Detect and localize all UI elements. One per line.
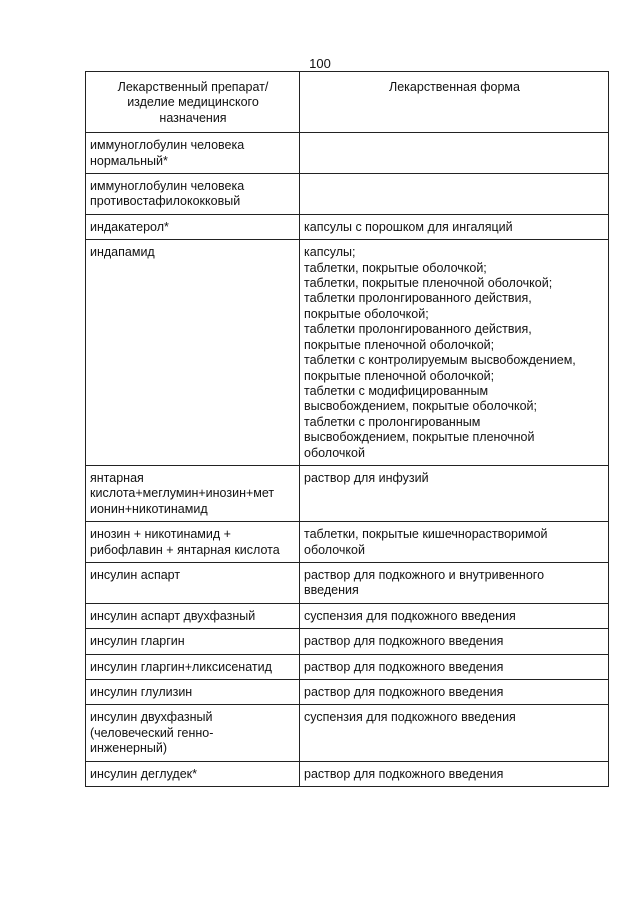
header-text-line: изделие медицинского bbox=[127, 95, 259, 110]
drug-name-cell bbox=[86, 522, 300, 563]
drug-name-cell bbox=[86, 603, 300, 628]
drug-name-cell bbox=[86, 705, 300, 761]
dosage-form-line: таблетки пролонгированного действия, bbox=[304, 322, 532, 337]
header-text-line: Лекарственная форма bbox=[389, 80, 520, 94]
drug-name-cell bbox=[86, 761, 300, 786]
dosage-form-line: таблетки с модифицированным bbox=[304, 383, 489, 398]
dosage-form-line: раствор для подкожного введения bbox=[304, 766, 504, 781]
dosage-form-line: покрытые пленочной оболочкой; bbox=[304, 368, 495, 383]
dosage-form-line: высвобождением, покрытые пленочной bbox=[304, 430, 535, 445]
dosage-form-cell bbox=[300, 680, 609, 705]
dosage-form-cell bbox=[300, 629, 609, 654]
dosage-form-line: раствор для инфузий bbox=[304, 470, 429, 485]
table-row bbox=[86, 133, 609, 174]
drug-name-line: иммуноглобулин человека bbox=[90, 179, 245, 194]
table-body bbox=[86, 133, 609, 787]
dosage-form-line: таблетки с пролонгированным bbox=[304, 414, 481, 429]
drug-name-cell bbox=[86, 133, 300, 174]
drug-name-line: кислота+меглумин+инозин+мет bbox=[90, 486, 275, 501]
drug-name-line: инсулин глулизин bbox=[90, 685, 193, 699]
dosage-form-line: покрытые пленочной оболочкой; bbox=[304, 337, 495, 352]
drug-name-line: инсулин деглудек* bbox=[90, 766, 198, 781]
dosage-form-cell bbox=[300, 174, 609, 215]
drug-name-cell bbox=[86, 562, 300, 603]
drug-name-line: иммуноглобулин человека bbox=[90, 138, 245, 153]
header-form bbox=[300, 72, 609, 133]
dosage-form-line: таблетки с контролируемым высвобождением, bbox=[304, 353, 576, 368]
dosage-form-line: таблетки, покрытые оболочкой; bbox=[304, 260, 487, 275]
table-row bbox=[86, 680, 609, 705]
dosage-form-line: суспензия для подкожного введения bbox=[304, 608, 516, 623]
drug-name-cell bbox=[86, 654, 300, 679]
table-row bbox=[86, 654, 609, 679]
page-number: 100 bbox=[309, 56, 331, 71]
table-row bbox=[86, 240, 609, 466]
dosage-form-line: оболочкой bbox=[304, 445, 365, 460]
drug-name-line: янтарная bbox=[90, 470, 144, 485]
table-row bbox=[86, 174, 609, 215]
dosage-form-cell bbox=[300, 214, 609, 239]
drug-name-line: инсулин двухфазный bbox=[90, 710, 213, 725]
drug-name-line: рибофлавин + янтарная кислота bbox=[90, 542, 280, 557]
table-row bbox=[86, 562, 609, 603]
dosage-form-line: раствор для подкожного введения bbox=[304, 685, 504, 699]
drug-table bbox=[85, 71, 609, 787]
drug-name-cell bbox=[86, 214, 300, 239]
table-row bbox=[86, 214, 609, 239]
dosage-form-line: таблетки, покрытые кишечнорастворимой bbox=[304, 527, 548, 542]
dosage-form-cell bbox=[300, 522, 609, 563]
dosage-form-cell bbox=[300, 562, 609, 603]
dosage-form-line: таблетки, покрытые пленочной оболочкой; bbox=[304, 276, 553, 291]
dosage-form-cell bbox=[300, 603, 609, 628]
dosage-form-cell bbox=[300, 654, 609, 679]
dosage-form-line: покрытые оболочкой; bbox=[304, 306, 429, 321]
dosage-form-line: таблетки пролонгированного действия, bbox=[304, 291, 532, 306]
dosage-form-cell bbox=[300, 761, 609, 786]
drug-name-cell bbox=[86, 680, 300, 705]
drug-name-cell bbox=[86, 174, 300, 215]
table-row bbox=[86, 761, 609, 786]
table-header-row bbox=[86, 72, 609, 133]
dosage-form-cell bbox=[300, 133, 609, 174]
drug-name-line: ионин+никотинамид bbox=[90, 501, 208, 516]
drug-name-line: инсулин гларгин+ликсисенатид bbox=[90, 659, 272, 674]
dosage-form-line: суспензия для подкожного введения bbox=[304, 710, 516, 725]
drug-name-line: индапамид bbox=[90, 245, 155, 260]
drug-name-line: инозин + никотинамид + bbox=[90, 527, 231, 542]
table-row bbox=[86, 705, 609, 761]
drug-name-line: противостафилококковый bbox=[90, 194, 241, 209]
drug-name-line: инсулин гларгин bbox=[90, 634, 185, 649]
dosage-form-cell bbox=[300, 705, 609, 761]
dosage-form-line: введения bbox=[304, 583, 359, 598]
table-row bbox=[86, 465, 609, 521]
header-text-line: Лекарственный препарат/ bbox=[117, 80, 269, 94]
drug-name-cell bbox=[86, 240, 300, 466]
table-row bbox=[86, 603, 609, 628]
table-row bbox=[86, 522, 609, 563]
dosage-form-line: оболочкой bbox=[304, 542, 365, 557]
header-text-line: назначения bbox=[159, 110, 227, 125]
dosage-form-line: раствор для подкожного введения bbox=[304, 659, 504, 674]
drug-name-cell bbox=[86, 629, 300, 654]
drug-name-line: нормальный* bbox=[90, 153, 168, 168]
drug-name-cell bbox=[86, 465, 300, 521]
dosage-form-cell bbox=[300, 465, 609, 521]
dosage-form-line: высвобождением, покрытые оболочкой; bbox=[304, 399, 537, 414]
dosage-form-cell bbox=[300, 240, 609, 466]
drug-name-line: инсулин аспарт двухфазный bbox=[90, 608, 256, 623]
drug-name-line: инженерный) bbox=[90, 741, 168, 756]
dosage-form-line: капсулы с порошком для ингаляций bbox=[304, 219, 513, 234]
header-drug bbox=[86, 72, 300, 133]
dosage-form-line: раствор для подкожного введения bbox=[304, 634, 504, 649]
drug-name-line: инсулин аспарт bbox=[90, 567, 181, 582]
table-row bbox=[86, 629, 609, 654]
dosage-form-line: раствор для подкожного и внутривенного bbox=[304, 567, 545, 582]
drug-name-line: индакатерол* bbox=[90, 219, 169, 234]
dosage-form-line: капсулы; bbox=[304, 245, 356, 260]
drug-name-line: (человеческий генно- bbox=[90, 725, 214, 740]
